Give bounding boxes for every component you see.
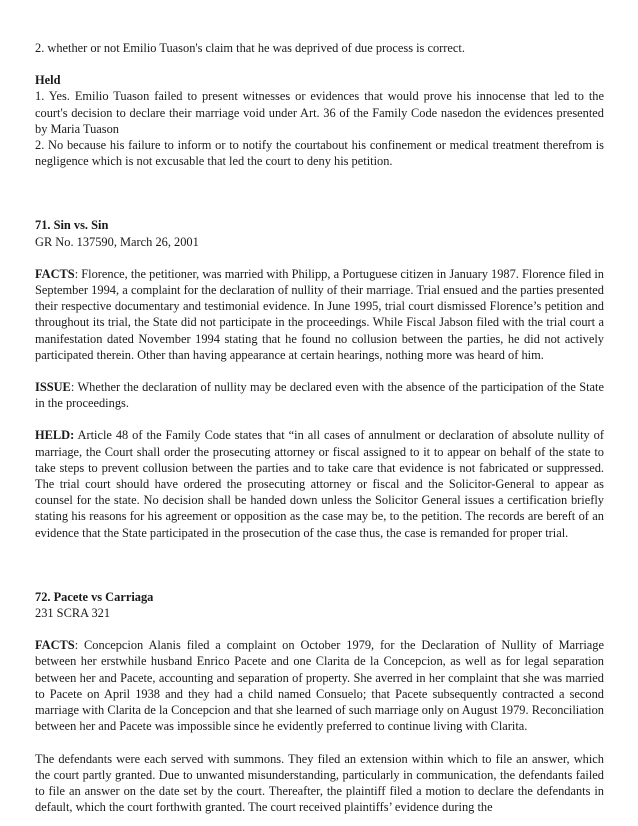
facts-text: : Florence, the petitioner, was married with Philipp, a Portuguese citizen in January 1987. Florence filed in September 1994, a complaint for the declaration of nullity of their marriage. Trial ensued and the parties presented their respective documentary and testimonial evidence. In June 1995, trial court dismissed Florence’s petition and throughout its trial, the State did not participate in the proceedings. While Fiscal Jabson filed with the trial court a manifestation dated November 1994 stating that he found no collusion between the parties, he did not actively participated therein. Other than having appearance at certain hearings, nothing more was heard of him. bbox=[35, 266, 604, 362]
facts-text: : Concepcion Alanis filed a complaint on October 1979, for the Declaration of Nullity of Marriage between her erstwhile husband Enrico Pacete and one Clarita de la Concepcion, as well as for legal separation between her and Pacete, accounting and separation of property. She averred in her complaint that she was married to Pacete on April 1938 and they had a child named Consuelo; that Pacete subsequently contracted a second marriage with Clarita de la Concepcion and that she learned of such marriage only on August 1979. Reconciliation between her and Pacete was impossible since he evidently preferred to continue living with Clarita. bbox=[35, 638, 604, 734]
case-72-facts bbox=[35, 637, 604, 734]
held-label: HELD: bbox=[35, 428, 75, 443]
case-72-title: 72. Pacete vs Carriaga bbox=[35, 589, 154, 604]
held-1-text: 1. Yes. Emilio Tuason failed to present witnesses or evidences that would prove his innocense that led to the court's decision to declare their marriage void under Art. 36 of the Family Code nasedon the evidences presented by Maria Tuason bbox=[35, 89, 604, 136]
facts-label: FACTS bbox=[35, 638, 75, 653]
case-72-facts-continued: The defendants were each served with summons. They filed an extension within which to file an answer, which the court partly granted. Due to unwanted misunderstanding, particularly in communication, the defendants failed to file an answer on the date set by the court. Thereafter, the plaintiff filed a motion to declare the defendants in default, which the court forthwith granted. The court received plaintiffs’ evidence during the bbox=[35, 751, 604, 815]
case-71-citation: GR No. 137590, March 26, 2001 bbox=[35, 234, 199, 249]
held-2-text: 2. No because his failure to inform or to notify the courtabout his confinement or medical treatment therefrom is negligence which is not excusable that led the court to deny his petition. bbox=[35, 138, 604, 169]
case-71 bbox=[35, 217, 604, 540]
facts-label: FACTS bbox=[35, 266, 75, 281]
case-72 bbox=[35, 589, 604, 815]
held-heading: Held bbox=[35, 73, 61, 88]
case-71-facts bbox=[35, 266, 604, 363]
case-71-issue bbox=[35, 379, 604, 411]
case-71-held bbox=[35, 427, 604, 540]
case-71-title: 71. Sin vs. Sin bbox=[35, 218, 109, 233]
held-text: Article 48 of the Family Code states that “in all cases of annulment or declaration of absolute nullity of marriage, the Court shall order the prosecuting attorney or fiscal assigned to it to appear on behalf of the state to take steps to prevent collusion between the parties and to take care that evidence is not fabricated or suppressed. The trial court should have ordered the prosecuting attorney or fiscal and the Solicitor-General to appear as counsel for the state. No decision shall be handed down unless the Solicitor General issues a certification briefly stating his reasons for his agreement or opposition as the case may be, to the petition. The records are bereft of an evidence that the State participated in the prosecution of the case thus, the case is remanded for proper trial. bbox=[35, 428, 604, 540]
issue-text: : Whether the declaration of nullity may be declared even with the absence of the participation of the State in the proceedings. bbox=[35, 380, 604, 411]
issue-2-text: 2. whether or not Emilio Tuason's claim that he was deprived of due process is correct. bbox=[35, 41, 465, 55]
issue-label: ISSUE bbox=[35, 380, 71, 395]
case-72-citation: 231 SCRA 321 bbox=[35, 606, 111, 621]
